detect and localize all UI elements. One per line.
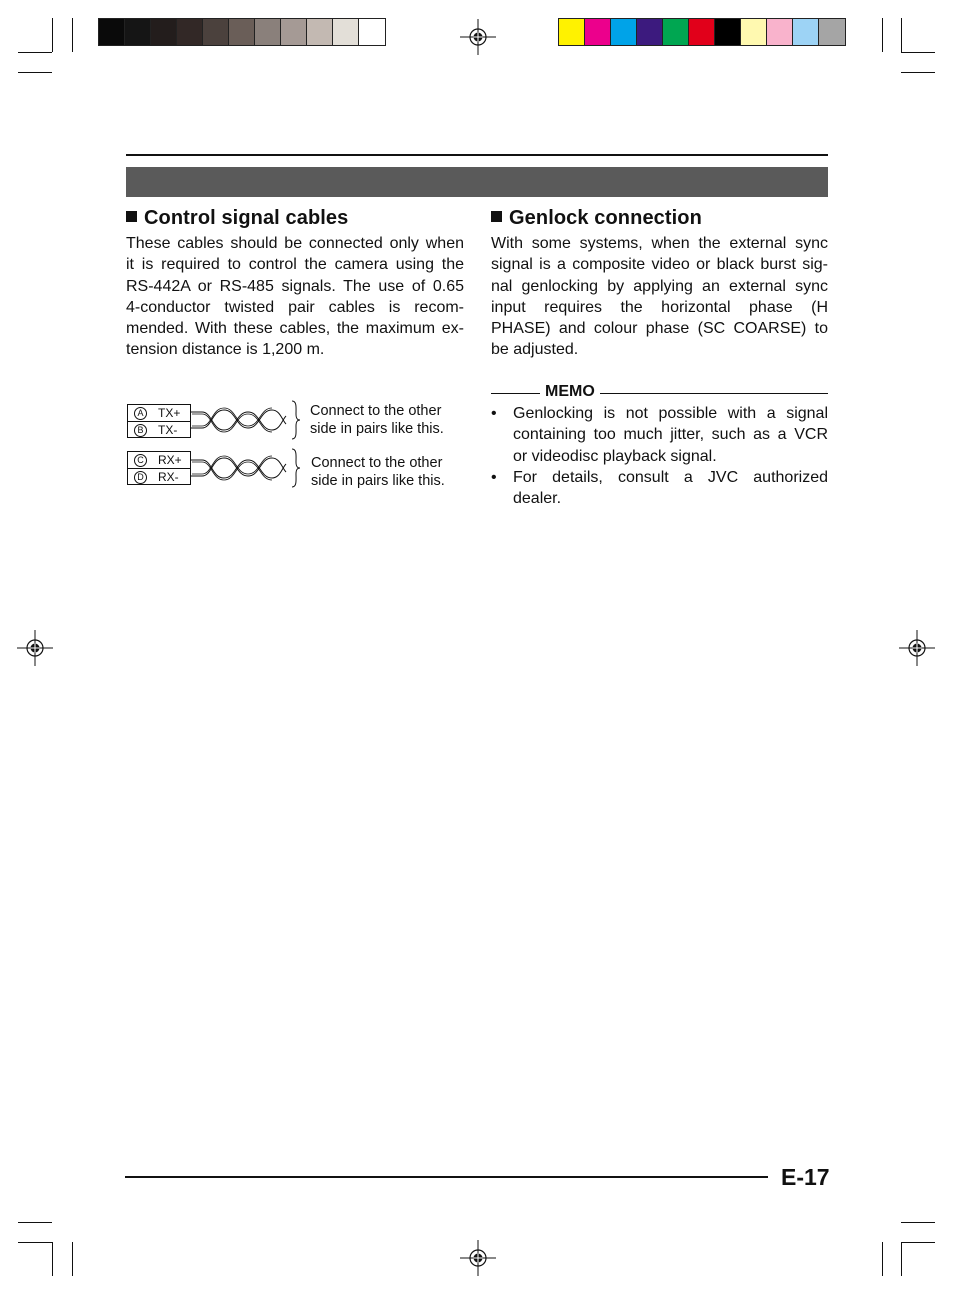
color-swatch [637, 19, 663, 45]
color-swatch [585, 19, 611, 45]
memo-title: MEMO [540, 383, 600, 401]
grayscale-swatch [229, 19, 255, 45]
genlock-connection-text: With some systems, when the external sync signal is a composite video or black burst sig- nal genlocking by applying an external sync input requires the horizontal phase (H PHASE) and colour phase (SC COARSE) to be adjusted. [491, 235, 828, 359]
color-swatch [819, 19, 845, 45]
color-swatch [611, 19, 637, 45]
genlock-connection-heading: Genlock connection [491, 207, 702, 230]
color-swatch [689, 19, 715, 45]
color-swatch [663, 19, 689, 45]
grayscale-swatch [281, 19, 307, 45]
registration-mark-icon [899, 630, 935, 666]
color-swatch [793, 19, 819, 45]
grayscale-swatch-strip [98, 18, 386, 46]
terminal-block-rx: C RX+ D RX- [127, 451, 191, 485]
color-swatch [767, 19, 793, 45]
color-swatch-strip [558, 18, 846, 46]
twisted-pair-tx-icon [190, 398, 305, 444]
grayscale-swatch [99, 19, 125, 45]
registration-mark-icon [17, 630, 53, 666]
grayscale-swatch [333, 19, 359, 45]
color-swatch [715, 19, 741, 45]
heading-square-icon [491, 211, 502, 222]
memo-item: • Genlocking is not possible with a signal containing too much jitter, such as a VCR or videodisc playback signal. [491, 405, 828, 465]
memo-item: • For details, consult a JVC authorized dealer. [491, 469, 828, 508]
grayscale-swatch [177, 19, 203, 45]
registration-mark-icon [460, 19, 496, 55]
registration-mark-icon [460, 1240, 496, 1276]
page-number: E-17 [781, 1164, 830, 1190]
pair1-note: Connect to the other side in pairs like this. [310, 403, 444, 437]
color-swatch [559, 19, 585, 45]
heading-square-icon [126, 211, 137, 222]
terminal-block-tx: A TX+ B TX- [127, 404, 191, 438]
grayscale-swatch [307, 19, 333, 45]
twisted-pair-rx-icon [190, 446, 305, 492]
header-rule [126, 154, 828, 156]
grayscale-swatch [203, 19, 229, 45]
control-signal-cables-text: These cables should be connected only when it is required to control the camera using the RS-442A or RS-485 signals. The use of 0.65 4-conductor twisted pair cables is recom- mended. With these cables, the maximum ex- tension distance is 1,200 m. [126, 235, 464, 359]
control-signal-cables-heading: Control signal cables [126, 207, 348, 230]
section-banner [126, 167, 828, 197]
grayscale-swatch [151, 19, 177, 45]
footer-rule [125, 1176, 768, 1178]
grayscale-swatch [255, 19, 281, 45]
color-swatch [741, 19, 767, 45]
grayscale-swatch [359, 19, 385, 45]
grayscale-swatch [125, 19, 151, 45]
pair2-note: Connect to the other side in pairs like this. [311, 455, 445, 489]
